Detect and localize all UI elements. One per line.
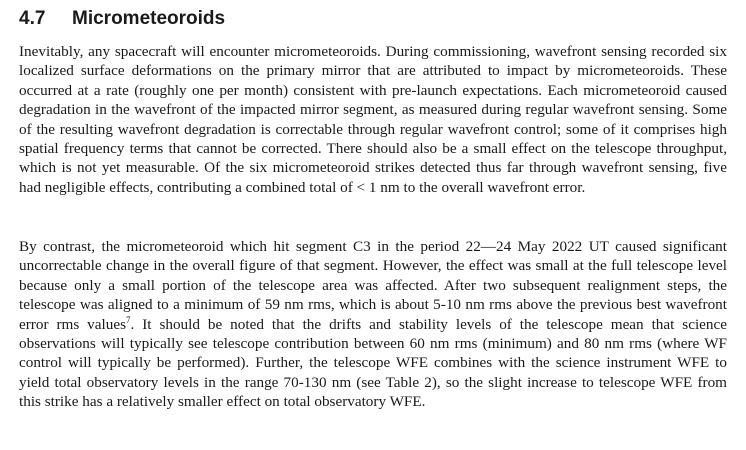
paragraph-1: Inevitably, any spacecraft will encounter micrometeoroids. During commissioning, wavefront sensing recorded six localized surface deformations on the primary mirror that are attributed to impact by micrometeoroids. These occurred at a rate (roughly one per month) consistent with pre-launch expectations. Each micrometeoroid caused degradation in the wavefront of the impacted mirror segment, as measured during regular wavefront sensing. Some of the resulting wavefront degradation is correctable through regular wavefront control; some of it comprises high spatial frequency terms that cannot be corrected. There should also be a small effect on the telescope throughput, which is not yet measurable. Of the six micrometeoroid strikes detected thus far through wavefront sensing, five had negligible effects, contributing a combined total of < 1 nm to the overall wavefront error. — [19, 43, 727, 196]
section-heading — [19, 6, 225, 32]
paragraph-2-text-a: By contrast, the micrometeoroid which hit segment C3 in the period 22—24 May 2022 UT caused significant uncorrectable change in the overall figure of that segment. However, the effect was small at the full telescope level because only a small portion of the telescope area was affected. After two subsequent realignment steps, the telescope was aligned to a minimum of 59 nm rms, which is about 5-10 nm rms above the previous best wavefront error rms values — [19, 238, 727, 333]
footnote-marker: 7 — [125, 314, 131, 325]
paragraph-2 — [19, 237, 727, 412]
paragraph-2-text-b: . It should be noted that the drifts and stability levels of the telescope mean that science observations will typically see telescope contribution between 60 nm rms (minimum) and 80 nm rms (where WF control will typically be performed). Further, the telescope WFE combines with the science instrument WFE to yield total observatory levels in the range 70-130 nm (see Table 2), so the slight increase to telescope WFE from this strike has a relatively smaller effect on total observatory WFE. — [19, 315, 727, 411]
section-title: Micrometeoroids — [72, 8, 226, 29]
section-number: 4.7 — [19, 8, 46, 29]
